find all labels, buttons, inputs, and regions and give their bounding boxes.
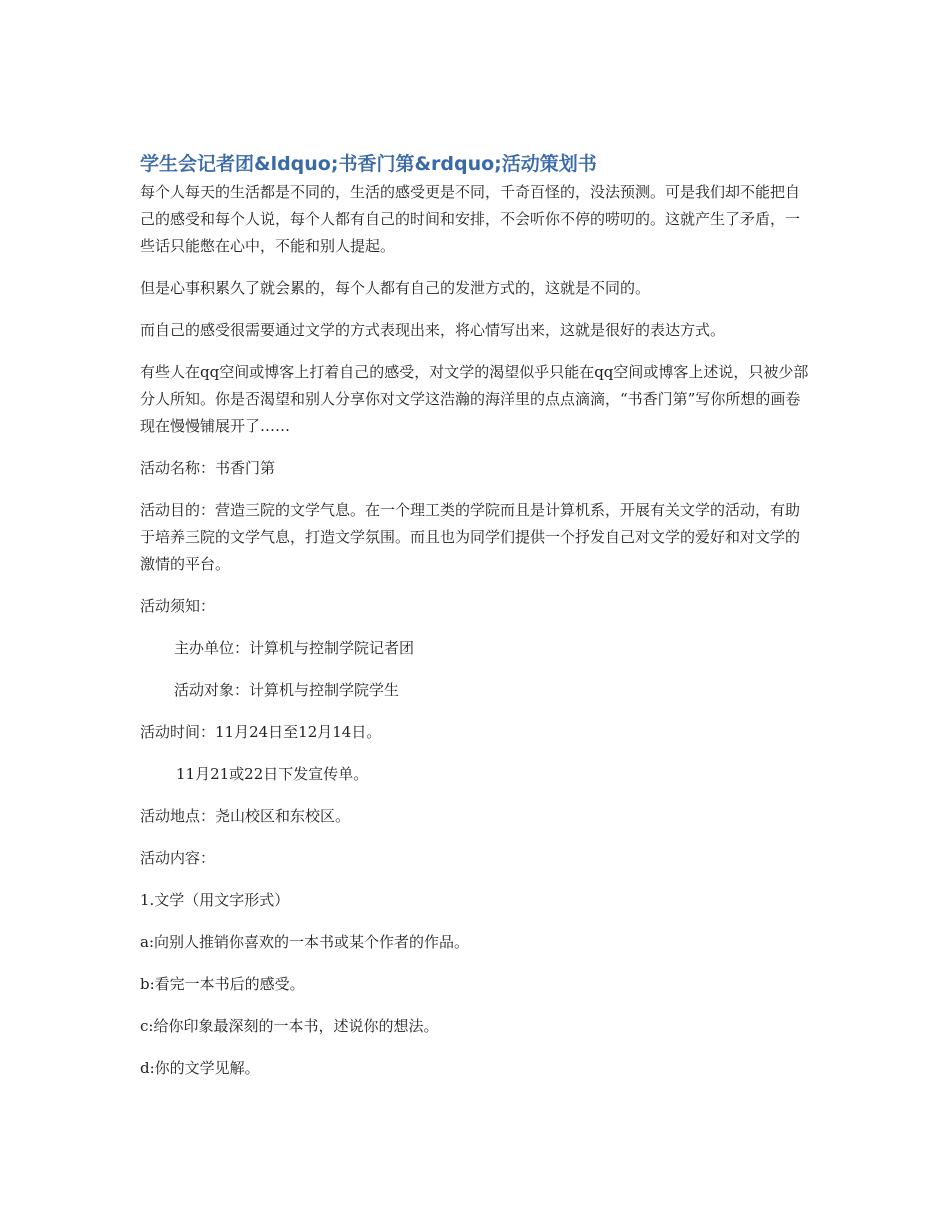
activity-purpose: 活动目的：营造三院的文学气息。在一个理工类的学院而且是计算机系，开展有关文学的活动，有助于培养三院的文学气息，打造文学氛围。而且也为同学们提供一个抒发自己对文学的爱好和对文学的激情的平台。 bbox=[140, 501, 801, 573]
content-item-a: a:向别人推销你喜欢的一本书或某个作者的作品。 bbox=[140, 933, 469, 951]
document-title: 学生会记者团&ldquo;书香门第&rdquo;活动策划书 bbox=[140, 153, 597, 175]
activity-location: 活动地点：尧山校区和东校区。 bbox=[140, 807, 351, 825]
activity-name: 活动名称：书香门第 bbox=[140, 459, 276, 477]
activity-time: 活动时间：11月24日至12月14日。 bbox=[140, 723, 382, 741]
paragraph-share: 有些人在qq空间或博客上打着自己的感受，对文学的渴望似乎只能在qq空间或博客上述说，只被少部分人所知。你是否渴望和别人分享你对文学这浩瀚的海洋里的点点滴滴，“书香门第”写你所想的画卷现在慢慢铺展开了…… bbox=[140, 363, 809, 435]
activity-notice: 活动须知： bbox=[140, 597, 216, 615]
paragraph-intro: 每个人每天的生活都是不同的，生活的感受更是不同，千奇百怪的，没法预测。可是我们却不能把自己的感受和每个人说，每个人都有自己的时间和安排，不会听你不停的唠叨的。这就产生了矛盾，一些话只能憋在心中，不能和别人提起。 bbox=[140, 183, 801, 255]
content-item-d: d:你的文学见解。 bbox=[140, 1059, 260, 1077]
document-body bbox=[140, 150, 810, 1097]
activity-audience: 活动对象：计算机与控制学院学生 bbox=[174, 681, 400, 699]
content-item-c: c:给你印象最深刻的一本书，述说你的想法。 bbox=[140, 1017, 439, 1035]
paragraph-accumulate: 但是心事积累久了就会累的，每个人都有自己的发泄方式的，这就是不同的。 bbox=[140, 279, 651, 297]
activity-content-heading: 活动内容： bbox=[140, 849, 216, 867]
paragraph-expression: 而自己的感受很需要通过文学的方式表现出来，将心情写出来，这就是很好的表达方式。 bbox=[140, 321, 726, 339]
content-item-1: 1.文学（用文字形式） bbox=[140, 891, 290, 909]
activity-flyer: 11月21或22日下发宣传单。 bbox=[176, 765, 369, 783]
activity-organizer: 主办单位：计算机与控制学院记者团 bbox=[174, 639, 415, 657]
content-item-b: b:看完一本书后的感受。 bbox=[140, 975, 305, 993]
